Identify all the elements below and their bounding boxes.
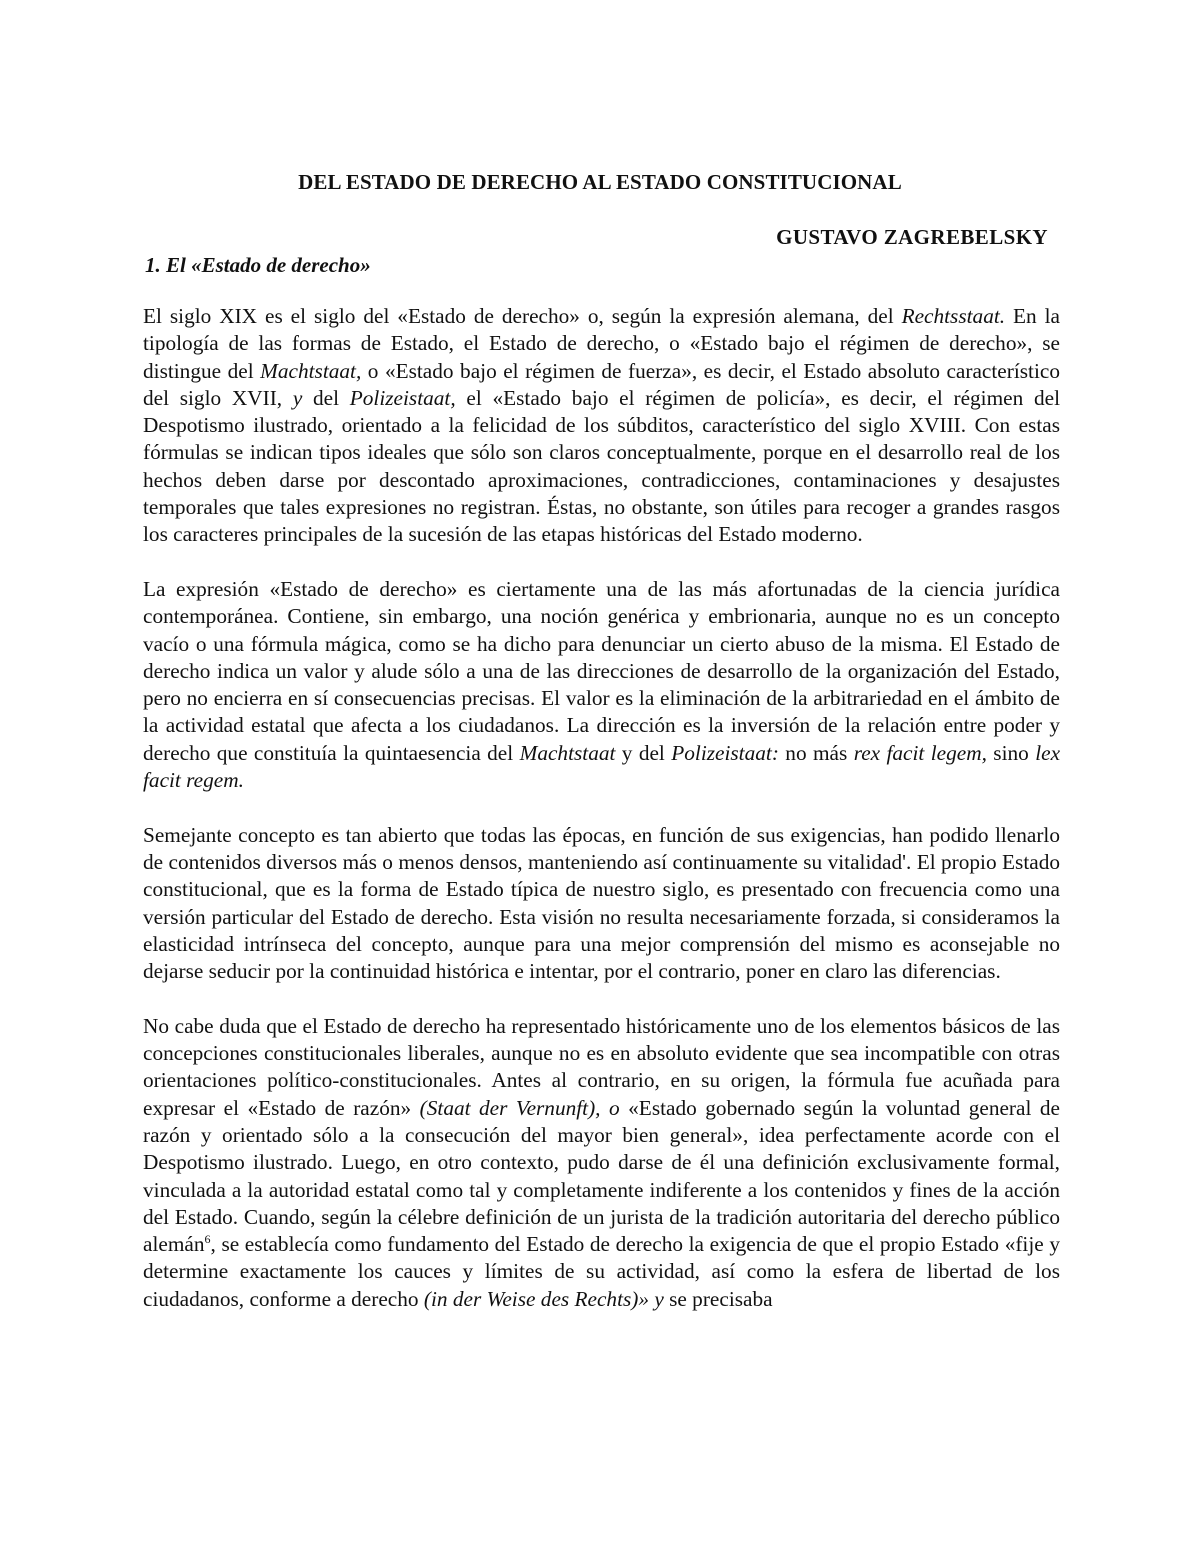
text-segment: el «Estado bajo el régimen de policía», es decir, el régimen del Despotismo ilustrado, orientado a la felicidad de los súbditos, característico del siglo XVIII. Con estas fórmulas se indican tipos ideales que sólo son claros conceptualmente, porque en el desarrollo real de los hechos deben darse por descontado aproximaciones, contradicciones, contaminaciones y desajustes temporales que tales expresiones no registran. Éstas, no obstante, son útiles para recoger a grandes rasgos los caracteres principales de la sucesión de las etapas históricas del Estado moderno. <box>143 385 1060 547</box>
text-segment: En la tipología de las formas de Estado, el Estado de derecho, o «Estado bajo el régimen de derecho», se distingue del <box>143 304 1060 383</box>
body-paragraph <box>143 822 1060 986</box>
text-segment: y del <box>615 740 672 765</box>
text-segment: se precisaba <box>663 1286 773 1311</box>
text-segment: El siglo XIX es el siglo del «Estado de derecho» o, según la expresión alemana, del <box>143 304 902 328</box>
section-heading: 1. El «Estado de derecho» <box>145 253 371 277</box>
text-segment: «Estado gobernado según la voluntad general de razón y orientado sólo a la consecución del mayor bien general», idea perfectamente acorde con el Despotismo ilustrado. Luego, en otro contexto, pudo darse de él una definición exclusivamente formal, vinculada a la autoridad estatal como tal y completamente indiferente a los contenidos y fines de la acción del Estado. Cuando, según la célebre definición de un jurista de la tradición autoritaria del derecho público alemán <box>143 1095 1060 1257</box>
italic-text: Rechtsstaat. <box>901 304 1006 328</box>
text-segment: o «Estado bajo el régimen de fuerza», es decir, el Estado absoluto característico del siglo XVII, <box>143 358 1060 410</box>
text-segment: , se establecía como fundamento del Estado de derecho la exigencia de que el propio Estado «fije y determine exactamente los cauces y límites de su actividad, así como la esfera de libertad de los ciudadanos, conforme a derecho <box>143 1232 1060 1311</box>
italic-text: y <box>654 1286 664 1311</box>
author-name: GUSTAVO ZAGREBELSKY <box>776 225 1048 249</box>
text-segment: del <box>302 385 350 410</box>
body-text <box>143 303 1060 1340</box>
text-segment: no más <box>778 740 854 765</box>
italic-text: Polizeistaat, <box>349 385 456 410</box>
body-paragraph <box>143 303 1060 549</box>
italic-text: (in der Weise des Rechts)» <box>423 1286 650 1311</box>
italic-text: lex facit regem. <box>143 740 1061 793</box>
text-segment: No cabe duda que el Estado de derecho ha representado históricamente uno de los elementos básicos de las concepciones constitucionales liberales, aunque no es en absoluto evidente que sea incompatible con otras orientaciones político-constitucionales. Antes al contrario, en su origen, la fórmula fue acuñada para expresar el «Estado de razón» <box>143 1013 1060 1120</box>
body-paragraph <box>143 1013 1060 1313</box>
italic-text: (Staat der Vernunft), o <box>419 1095 620 1120</box>
text-segment: La expresión «Estado de derecho» es ciertamente una de las más afortunadas de la ciencia jurídica contemporánea. Contiene, sin embargo, una noción genérica y embrionaria, aunque no es un concepto vacío o una fórmula mágica, como se ha dicho para denunciar un cierto abuso de la misma. El Estado de derecho indica un valor y alude sólo a una de las direcciones de desarrollo de la organización del Estado, pero no encierra en sí consecuencias precisas. El valor es la eliminación de la arbitrariedad en el ámbito de la actividad estatal que afecta a los ciudadanos. La dirección es la inversión de la relación entre poder y derecho que constituía la quintaesencia del <box>143 576 1060 765</box>
italic-text: y <box>292 385 303 410</box>
body-paragraph <box>143 576 1060 794</box>
italic-text: Machtstaat, <box>260 358 362 383</box>
text-segment: sino <box>986 740 1036 765</box>
footnote-marker: 6 <box>204 1232 211 1247</box>
italic-text: Machtstaat <box>519 740 616 765</box>
italic-text: Polizeistaat: <box>671 740 779 765</box>
text-segment: Semejante concepto es tan abierto que todas las épocas, en función de sus exigencias, han podido llenarlo de contenidos diversos más o menos densos, manteniendo así continuamente su vitalidad'. El propio Estado constitucional, que es la forma de Estado típica de nuestro siglo, es presentado con frecuencia como una versión particular del Estado de derecho. Esta visión no resulta necesariamente forzada, si consideramos la elasticidad intrínseca del concepto, aunque para una mejor comprensión del mismo es aconsejable no dejarse seducir por la continuidad histórica e intentar, por el contrario, poner en claro las diferencias. <box>143 822 1060 984</box>
document-title: DEL ESTADO DE DERECHO AL ESTADO CONSTITUCIONAL <box>298 170 902 194</box>
italic-text: rex facit legem, <box>853 740 987 765</box>
